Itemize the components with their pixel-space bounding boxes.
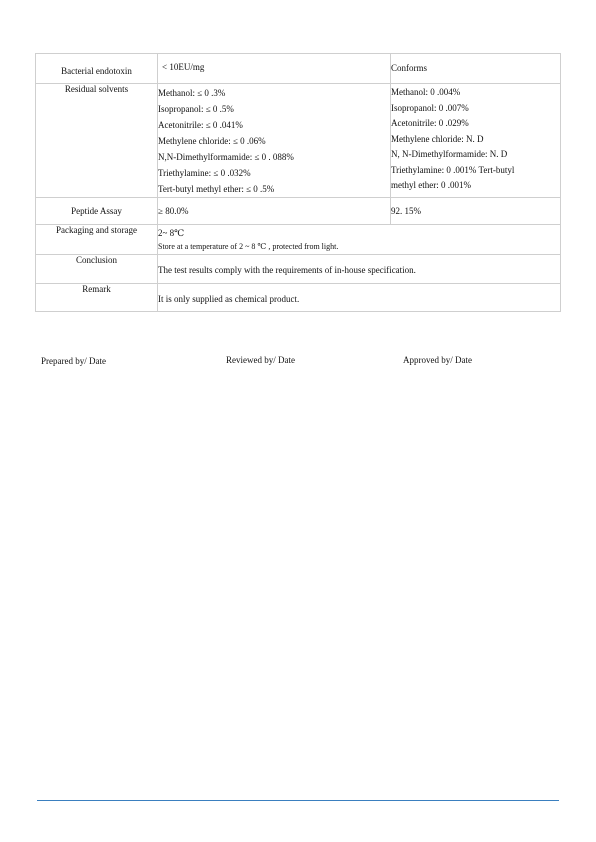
requirement-line: N,N-Dimethylformamide: ≤ 0 . 088%	[158, 152, 294, 162]
result-cell	[391, 54, 561, 84]
specification-table	[35, 53, 561, 312]
result-value: 92. 15%	[391, 206, 421, 216]
requirement-cell	[158, 198, 391, 225]
row-label: Conclusion	[75, 255, 117, 265]
result-line: Triethylamine: 0 .001% Tert-butyl	[391, 164, 515, 175]
requirement-line: Methylene chloride: ≤ 0 .06%	[158, 136, 266, 146]
row-label: Remark	[82, 284, 111, 294]
result-value: Conforms	[391, 63, 427, 73]
packaging-cell	[158, 225, 561, 255]
table-row-conclusion	[36, 255, 561, 284]
requirement-cell	[158, 84, 391, 198]
requirement-line: Triethylamine: ≤ 0 .032%	[158, 168, 251, 178]
result-line: methyl ether: 0 .001%	[391, 180, 471, 190]
result-cell	[391, 84, 561, 198]
requirement-value: < 10EU/mg	[162, 62, 205, 72]
table-row-residual-solvents	[36, 84, 561, 198]
row-label: Packaging and storage	[56, 225, 137, 235]
conclusion-text: The test results comply with the requirements of in-house specification.	[158, 265, 416, 275]
result-line: Methylene chloride: N. D	[391, 133, 484, 144]
row-label-cell	[36, 255, 158, 284]
result-line: Isopropanol: 0 .007%	[391, 102, 469, 113]
row-label: Bacterial endotoxin	[61, 66, 132, 76]
result-line: N, N-Dimethylformamide: N. D	[391, 149, 508, 159]
row-label-cell	[36, 84, 158, 198]
row-label-cell	[36, 284, 158, 312]
remark-text: It is only supplied as chemical product.	[158, 294, 300, 304]
result-line: Methanol: 0 .004%	[391, 87, 461, 97]
requirement-line: Isopropanol: ≤ 0 .5%	[158, 104, 234, 114]
conclusion-cell	[158, 255, 561, 284]
remark-cell	[158, 284, 561, 312]
result-cell	[391, 198, 561, 225]
table-row-peptide-assay	[36, 198, 561, 225]
requirement-line: Tert-butyl methyl ether: ≤ 0 .5%	[158, 184, 275, 194]
packaging-temperature: 2~ 8℃	[158, 228, 185, 238]
requirement-line: Acetonitrile: ≤ 0 .041%	[158, 120, 243, 130]
row-label-cell	[36, 198, 158, 225]
row-label: Residual solvents	[64, 84, 129, 94]
reviewed-by-label: Reviewed by/ Date	[226, 355, 295, 365]
result-line: Acetonitrile: 0 .029%	[391, 118, 469, 128]
table-row-packaging-storage	[36, 225, 561, 255]
requirement-cell	[158, 54, 391, 84]
approved-by-label: Approved by/ Date	[403, 355, 472, 365]
prepared-by-label: Prepared by/ Date	[41, 356, 106, 366]
table-row-bacterial-endotoxin	[36, 54, 561, 84]
row-label-cell	[36, 225, 158, 255]
row-label: Peptide Assay	[71, 206, 122, 216]
table-row-remark	[36, 284, 561, 312]
packaging-instructions: Store at a temperature of 2 ~ 8 ℃ , protected from light.	[158, 242, 339, 251]
row-label-cell	[36, 54, 158, 84]
requirement-line: Methanol: ≤ 0 .3%	[158, 88, 226, 98]
footer-divider	[37, 800, 559, 801]
requirement-value: ≥ 80.0%	[158, 206, 189, 216]
